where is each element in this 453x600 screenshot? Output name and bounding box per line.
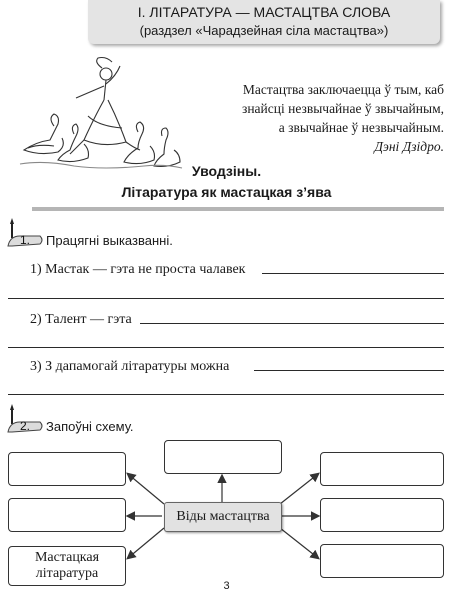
epigraph-line: знайсці незвычайнае ў звычайным, — [242, 101, 444, 116]
literature-box-line2: літаратура — [35, 566, 99, 581]
answer-line[interactable] — [262, 273, 444, 274]
center-box — [164, 502, 282, 532]
art-types-diagram — [0, 440, 453, 590]
statement-1: 1) Мастак — гэта не проста чалавек — [30, 262, 246, 277]
empty-scheme-box[interactable] — [8, 452, 126, 486]
task-number-badge-2 — [4, 402, 44, 436]
answer-line[interactable] — [8, 394, 444, 395]
dancer-with-swans-illustration — [14, 56, 184, 172]
center-box-label: Віды мастацтва — [176, 509, 270, 524]
epigraph-line: а звычайнае ў незвычайным. — [278, 120, 444, 135]
task-number-badge-1 — [4, 216, 44, 250]
task1-instruction: Працягні выказванні. — [46, 233, 173, 248]
epigraph — [196, 80, 444, 156]
section-title-line1: Уводзіны. — [191, 163, 262, 179]
empty-scheme-box[interactable] — [8, 498, 126, 532]
section-title-line2: Літаратура як мастацкая з’ява — [121, 184, 332, 200]
answer-line[interactable] — [254, 370, 444, 371]
task-number-1: 1. — [19, 233, 31, 247]
literature-box-line1: Мастацкая — [34, 550, 100, 565]
epigraph-line: Мастацтва заключаецца ў тым, каб — [242, 82, 444, 97]
answer-line[interactable] — [8, 347, 444, 348]
page-number: 3 — [223, 580, 230, 592]
arrow — [128, 474, 164, 504]
answer-line[interactable] — [140, 323, 444, 324]
statement-2: 2) Талент — гэта — [30, 312, 132, 327]
empty-scheme-box[interactable] — [320, 498, 444, 532]
empty-scheme-box[interactable] — [164, 440, 282, 474]
answer-line[interactable] — [8, 298, 444, 299]
epigraph-author: Дэні Дзідро. — [374, 139, 444, 154]
chapter-subtitle: (раздзел «Чарадзейная сіла мастацтва») — [139, 23, 389, 38]
arrow — [280, 474, 318, 504]
task-number-2: 2. — [19, 419, 31, 433]
chapter-header — [88, 0, 440, 44]
statement-3: 3) З дапамогай літаратуры можна — [30, 359, 230, 374]
section-divider — [32, 207, 444, 211]
empty-scheme-box[interactable] — [320, 544, 444, 578]
arrow — [128, 528, 164, 558]
empty-scheme-box[interactable] — [320, 452, 444, 486]
task2-instruction: Запоўні схему. — [46, 419, 134, 434]
arrow — [280, 528, 318, 558]
chapter-title: I. ЛІТАРАТУРА — МАСТАЦТВА СЛОВА — [137, 4, 391, 20]
